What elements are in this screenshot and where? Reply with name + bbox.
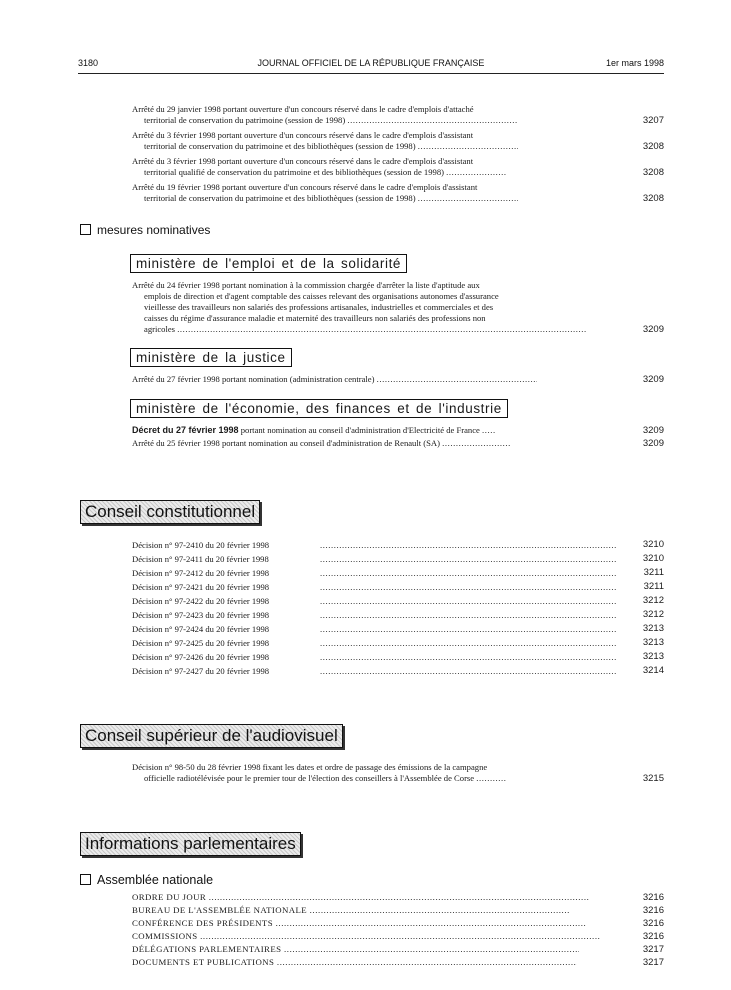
leader-dots xyxy=(320,608,616,622)
page-ref: 3208 xyxy=(642,193,664,204)
list-item[interactable]: Décision n° 97-2411 du 20 février 1998 ..... 3210 xyxy=(132,552,664,566)
page-number: 3180 xyxy=(78,58,99,68)
journal-title: JOURNAL OFFICIEL DE LA RÉPUBLIQUE FRANÇAISE xyxy=(257,58,485,68)
toc-entry[interactable] xyxy=(132,425,664,436)
ministry-emploi-title: ministère de l'emploi et de la solidarité xyxy=(130,254,407,273)
leader-dots xyxy=(310,904,570,917)
ministry-economie-title: ministère de l'économie, des finances et de l'industrie xyxy=(130,399,508,418)
page-ref: 3208 xyxy=(642,141,664,152)
checkbox-square-icon xyxy=(80,874,91,885)
entry-text: Arrêté du 25 février 1998 portant nomination au conseil d'administration de Renault (SA) xyxy=(132,438,440,448)
page-ref: 3211 xyxy=(643,581,664,592)
entry-text: vieillesse des travailleurs non salariés des professions artisanales, industrielles et commerciales et des xyxy=(144,302,494,312)
entry-text: Arrêté du 24 février 1998 portant nomination à la commission chargée d'arrêter la liste d'aptitude aux xyxy=(132,280,480,290)
page-ref: 3213 xyxy=(642,651,664,662)
leader-dots xyxy=(418,193,518,204)
page-ref: 3212 xyxy=(642,609,664,620)
entry-bold-text: Décret du 27 février 1998 xyxy=(132,425,239,435)
checkbox-square-icon xyxy=(80,224,91,235)
leader-dots xyxy=(277,956,577,969)
leader-dots xyxy=(320,594,616,608)
toc-entry[interactable] xyxy=(132,438,664,449)
entry-text: Décision n° 98-50 du 28 février 1998 fixant les dates et ordre de passage des émissions de la campagne xyxy=(132,762,488,772)
entry-text: Arrêté du 29 janvier 1998 portant ouverture d'un concours réservé dans le cadre d'emplois d'attaché xyxy=(132,104,474,114)
page-ref: 3216 xyxy=(642,905,664,916)
banner-conseil-constitutionnel: Conseil constitutionnel xyxy=(80,500,260,524)
page-ref: 3212 xyxy=(642,595,664,606)
entry-text: portant nomination au conseil d'administration d'Electricité de France xyxy=(238,425,480,435)
page-ref: 3217 xyxy=(642,957,664,968)
leader-dots xyxy=(276,917,586,930)
page-ref: 3216 xyxy=(642,892,664,903)
issue-date: 1er mars 1998 xyxy=(605,58,664,68)
toc-entry[interactable] xyxy=(132,182,664,204)
entry-text: caisses du régime d'assurance maladie et maternité des travailleurs non salariés des professions non xyxy=(144,313,486,323)
page-ref: 3209 xyxy=(642,324,664,335)
leader-dots xyxy=(476,773,506,784)
leader-dots xyxy=(320,538,616,552)
section-heading-mesures: mesures nominatives xyxy=(80,223,210,237)
leader-dots xyxy=(320,622,616,636)
leader-dots xyxy=(177,324,587,335)
page-ref: 3210 xyxy=(642,539,664,550)
page-ref: 3217 xyxy=(642,944,664,955)
leader-dots xyxy=(320,566,616,580)
list-item[interactable]: DOCUMENTS ET PUBLICATIONS ..... 3217 xyxy=(132,956,664,969)
page-ref: 3209 xyxy=(642,425,664,436)
leader-dots xyxy=(418,141,518,152)
page-ref: 3216 xyxy=(642,931,664,942)
page-ref: 3216 xyxy=(642,918,664,929)
list-item[interactable]: Décision n° 97-2412 du 20 février 1998 ..... 3211 xyxy=(132,566,664,580)
entry-text: Arrêté du 3 février 1998 portant ouverture d'un concours réservé dans le cadre d'emplois d'assistant xyxy=(132,156,474,166)
list-item[interactable]: Décision n° 97-2427 du 20 février 1998 ..... 3214 xyxy=(132,664,664,678)
leader-dots xyxy=(320,580,616,594)
ministry-justice-title: ministère de la justice xyxy=(130,348,292,367)
entry-text: territorial de conservation du patrimoine et des bibliothèques (session de 1998) xyxy=(144,193,416,203)
entry-text: agricoles xyxy=(144,324,176,334)
banner-informations-parlementaires: Informations parlementaires xyxy=(80,832,301,856)
page-ref: 3215 xyxy=(642,773,664,784)
page-ref: 3213 xyxy=(642,623,664,634)
entry-text: emplois de direction et d'agent comptable des caisses relevant des organisations autonomes d'assurance xyxy=(144,291,499,301)
page-ref: 3211 xyxy=(643,567,664,578)
list-item[interactable]: BUREAU DE L'ASSEMBLÉE NATIONALE ..... 3216 xyxy=(132,904,664,917)
page-ref: 3209 xyxy=(642,438,664,449)
entry-text: Arrêté du 19 février 1998 portant ouverture d'un concours réservé dans le cadre d'emplois d'assistant xyxy=(132,182,478,192)
header-rule xyxy=(78,73,664,74)
toc-entry[interactable] xyxy=(132,374,664,385)
toc-entry[interactable] xyxy=(132,156,664,178)
leader-dots xyxy=(320,552,616,566)
page-header xyxy=(78,58,664,72)
list-item[interactable]: CONFÉRENCE DES PRÉSIDENTS ..... 3216 xyxy=(132,917,664,930)
list-item[interactable]: Décision n° 97-2426 du 20 février 1998 ..... 3213 xyxy=(132,650,664,664)
leader-dots xyxy=(347,115,517,126)
list-item[interactable]: Décision n° 97-2422 du 20 février 1998 ..... 3212 xyxy=(132,594,664,608)
leader-dots xyxy=(320,650,616,664)
list-item[interactable]: Décision n° 97-2410 du 20 février 1998 ..... 3210 xyxy=(132,538,664,552)
toc-entry[interactable] xyxy=(132,130,664,152)
entry-text: territorial de conservation du patrimoine et des bibliothèques (session de 1998) xyxy=(144,141,416,151)
banner-csa: Conseil supérieur de l'audiovisuel xyxy=(80,724,343,748)
list-item[interactable]: Décision n° 97-2423 du 20 février 1998 ..... 3212 xyxy=(132,608,664,622)
leader-dots xyxy=(209,891,589,904)
leader-dots xyxy=(377,374,537,385)
toc-entry[interactable] xyxy=(132,762,664,784)
leader-dots xyxy=(320,636,616,650)
entry-text: Arrêté du 3 février 1998 portant ouverture d'un concours réservé dans le cadre d'emplois d'assistant xyxy=(132,130,474,140)
leader-dots xyxy=(284,943,579,956)
entry-text: Arrêté du 27 février 1998 portant nomination (administration centrale) xyxy=(132,374,375,384)
leader-dots xyxy=(442,438,510,449)
section-heading-assemblee: Assemblée nationale xyxy=(80,873,213,887)
list-item[interactable]: Décision n° 97-2421 du 20 février 1998 ..... 3211 xyxy=(132,580,664,594)
list-item[interactable]: Décision n° 97-2425 du 20 février 1998 ..... 3213 xyxy=(132,636,664,650)
entry-text: territorial de conservation du patrimoine (session de 1998) xyxy=(144,115,346,125)
page-ref: 3209 xyxy=(642,374,664,385)
leader-dots xyxy=(482,425,496,436)
leader-dots xyxy=(446,167,506,178)
toc-entry[interactable] xyxy=(132,104,664,126)
page-ref: 3210 xyxy=(642,553,664,564)
page-ref: 3214 xyxy=(642,665,664,676)
entry-text: territorial qualifié de conservation du patrimoine et des bibliothèques (session de 1998) xyxy=(144,167,444,177)
leader-dots xyxy=(320,664,616,678)
list-item[interactable]: COMMISSIONS ..... 3216 xyxy=(132,930,664,943)
list-item[interactable]: DÉLÉGATIONS PARLEMENTAIRES ..... 3217 xyxy=(132,943,664,956)
leader-dots xyxy=(200,930,600,943)
toc-entry[interactable] xyxy=(132,280,664,335)
list-item[interactable]: ORDRE DU JOUR ..... 3216 xyxy=(132,891,664,904)
page-ref: 3213 xyxy=(642,637,664,648)
page-ref: 3207 xyxy=(642,115,664,126)
list-item[interactable]: Décision n° 97-2424 du 20 février 1998 ..... 3213 xyxy=(132,622,664,636)
entry-text: officielle radiotélévisée pour le premier tour de l'élection des conseillers à l'Assemblée de Corse xyxy=(144,773,475,783)
page-ref: 3208 xyxy=(642,167,664,178)
